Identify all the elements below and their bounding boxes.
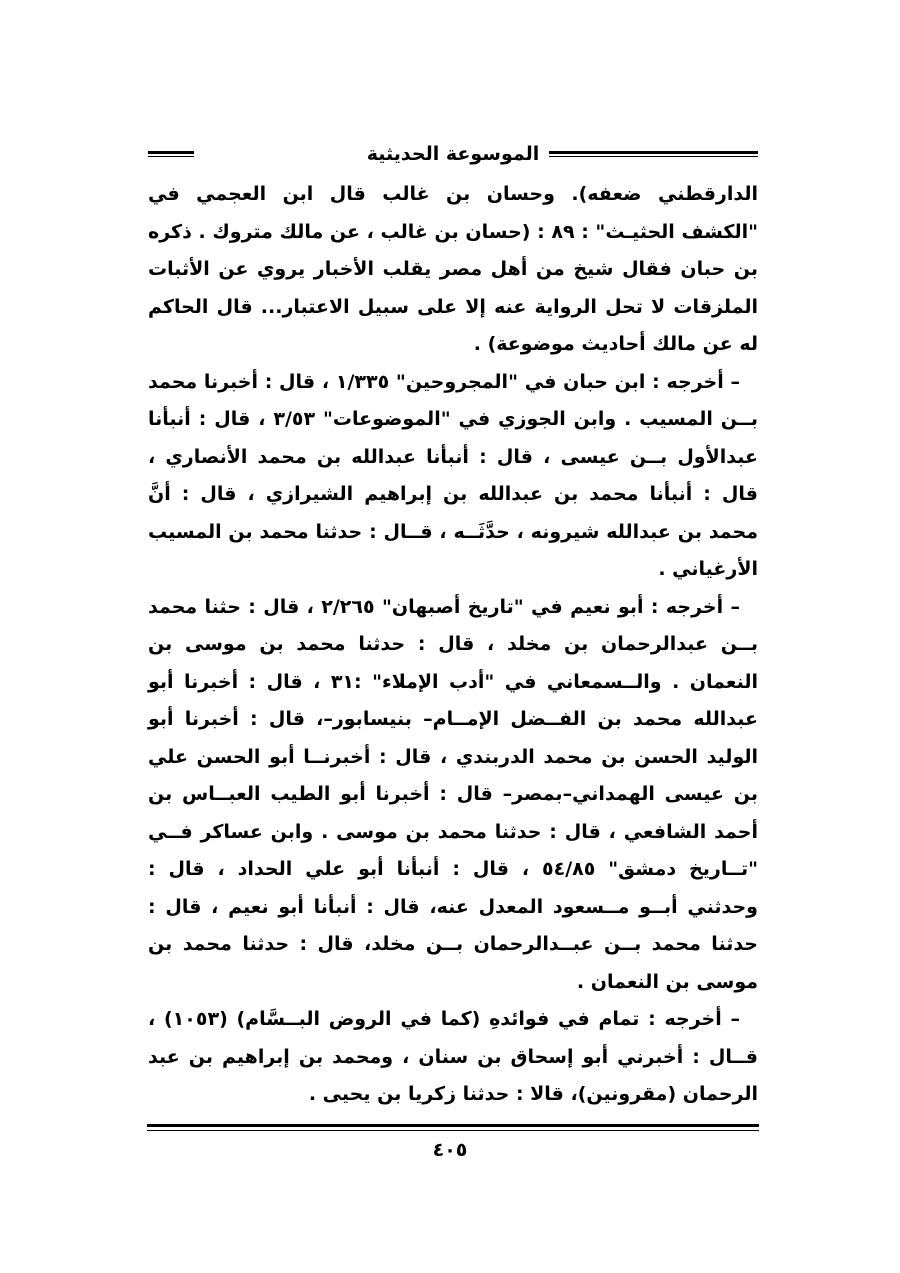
book-title-text: الموسوعة الحديثية [357, 143, 550, 165]
paragraph-takhrij-tammam: – أخرجه : تمام في فوائدهِ (كما في الروض البــسَّام) (١٠٥٣) ، قــال : أخبرني أبو إسحاق بن سنان ، ومحمد بن إبراهيم بن عبد الرحمان (مقرونين)، قالا : حدثنا زكريا بن يحيى . [148, 1008, 758, 1105]
paragraph-takhrij-abu-nuaym: – أخرجه : أبو نعيم في "تاريخ أصبهان" ٢/٢٦٥ ، قال : حثنا محمد بــن عبدالرحمان بن مخلد ، قال : حدثنا محمد بن موسى بن النعمان . والــسمعاني في "أدب الإملاء" :٣١ ، قال : أخبرنا أبو عبدالله محمد بن الفــضل الإمــام– بنيسابور–، قال : أخبرنا أبو الوليد الحسن بن محمد الدربندي ، قال : أخبرنــا أبو الحسن علي بن عيسى الهمداني–بمصر– قال : أخبرنا أبو الطيب العبــاس بن أحمد الشافعي ، قال : حدثنا محمد بن موسى . وابن عساكر فــي "تــاريخ دمشق" ٥٤/٨٥ ، قال : أنبأنا أبو علي الحداد ، قال : وحدثني أبــو مــسعود المعدل عنه، قال : أنبأنا أبو نعيم ، قال : حدثنا محمد بــن عبــدالرحمان بــن مخلد، قال : حدثنا محمد بن موسى بن النعمان . [148, 595, 758, 993]
header-rule-thin-short [148, 156, 194, 157]
page-number: ٤٠٥ [432, 1139, 468, 1161]
footer-rule-thick [147, 1124, 759, 1127]
running-header [148, 140, 758, 172]
header-rule-thick-short [148, 151, 194, 154]
paragraph-continuation: الدارقطني ضعفه). وحسان بن غالب قال ابن العجمي في "الكشف الحثيـث" : ٨٩ : (حسان بن غالب ، عن مالك متروك . ذكره بن حبان فقال شيخ من أهل مصر يقلب الأخبار يروي عن الأثبات الملزقات لا تحل الرواية عنه إلا على سبيل الاعتبار... قال الحاكم له عن مالك أحاديث موضوعة) . [148, 183, 758, 355]
book-title [148, 140, 758, 168]
paragraph-takhrij-ibn-hibban: – أخرجه : ابن حبان في "المجروحين" ١/٣٣٥ ، قال : أخبرنا محمد بــن المسيب . وابن الجوزي في "الموضوعات" ٣/٥٣ ، قال : أنبأنا عبدالأول بــن عيسى ، قال : أنبأنا عبدالله بن محمد الأنصاري ، قال : أنبأنا محمد بن عبدالله بن إبراهيم الشيرازي ، قال : أنَّ محمد بن عبدالله شيرونه ، حدَّثَــه ، قــال : حدثنا محمد بن المسيب الأرغياني . [148, 370, 758, 580]
body-text [148, 176, 758, 1114]
footer-rule-thin [147, 1130, 759, 1131]
